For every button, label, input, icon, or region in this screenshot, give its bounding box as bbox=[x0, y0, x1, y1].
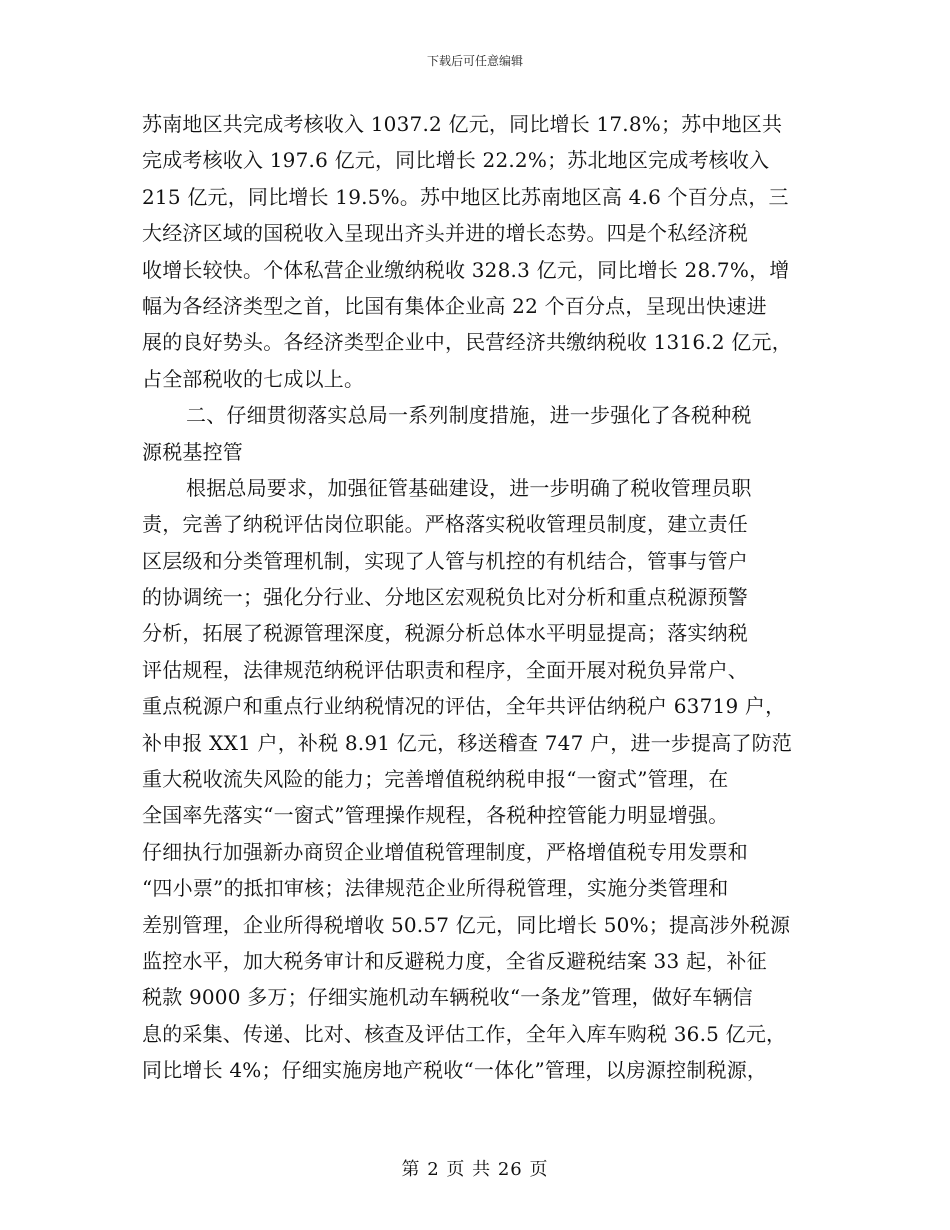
text-line: 责，完善了纳税评估岗位职能。严格落实税收管理员制度，建立责任 bbox=[142, 512, 748, 537]
page-header-note: 下载后可任意编辑 bbox=[426, 54, 523, 68]
text-line: 幅为各经济类型之首，比国有集体企业高 22 个百分点，呈现出快速进 bbox=[142, 293, 767, 318]
text-line: 重点税源户和重点行业纳税情况的评估，全年共评估纳税户 63719 户， bbox=[142, 694, 786, 719]
text-line: 收增长较快。个体私营企业缴纳税收 328.3 亿元，同比增长 28.7%，增 bbox=[142, 257, 790, 282]
text-line: 全国率先落实“一窗式”管理操作规程，各税种控管能力明显增强。 bbox=[142, 803, 729, 828]
text-line: 仔细执行加强新办商贸企业增值税管理制度，严格增值税专用发票和 bbox=[142, 839, 748, 864]
text-line: 大经济区域的国税收入呈现出齐头并进的增长态势。四是个私经济税 bbox=[142, 221, 748, 246]
text-line: 同比增长 4%；仔细实施房地产税收“一体化”管理，以房源控制税源， bbox=[142, 1058, 768, 1083]
text-line: 差别管理，企业所得税增收 50.57 亿元，同比增长 50%；提高涉外税源 bbox=[142, 912, 791, 937]
text-line: 重大税收流失风险的能力；完善增值税纳税申报“一窗式”管理，在 bbox=[142, 767, 729, 792]
text-line: “四小票”的抵扣审核；法律规范企业所得税管理，实施分类管理和 bbox=[142, 876, 729, 901]
text-line: 分析，拓展了税源管理深度，税源分析总体水平明显提高；落实纳税 bbox=[142, 621, 748, 646]
page-number-footer: 第 2 页 共 26 页 bbox=[401, 1159, 549, 1180]
text-line: 评估规程，法律规范纳税评估职责和程序，全面开展对税负异常户、 bbox=[142, 657, 748, 682]
text-line: 占全部税收的七成以上。 bbox=[142, 366, 365, 391]
text-line: 的协调统一；强化分行业、分地区宏观税负比对分析和重点税源预警 bbox=[142, 585, 748, 610]
text-line: 215 亿元，同比增长 19.5%。苏中地区比苏南地区高 4.6 个百分点，三 bbox=[142, 184, 789, 209]
text-line: 苏南地区共完成考核收入 1037.2 亿元，同比增长 17.8%；苏中地区共 bbox=[142, 112, 783, 136]
document-body bbox=[142, 106, 812, 1089]
section-heading: 二、仔细贯彻落实总局一系列制度措施，进一步强化了各税种税 bbox=[186, 403, 752, 428]
text-line: 监控水平，加大税务审计和反避税力度，全省反避税结案 33 起，补征 bbox=[142, 948, 767, 973]
text-line: 展的良好势头。各经济类型企业中，民营经济共缴纳税收 1316.2 亿元， bbox=[142, 330, 792, 355]
text-line: 区层级和分类管理机制，实现了人管与机控的有机结合，管事与管户 bbox=[142, 548, 748, 573]
text-line: 税款 9000 多万；仔细实施机动车辆税收“一条龙”管理，做好车辆信 bbox=[142, 985, 753, 1010]
section-heading-continued: 源税基控管 bbox=[142, 439, 243, 464]
text-line: 息的采集、传递、比对、核查及评估工作，全年入库车购税 36.5 亿元， bbox=[142, 1021, 787, 1046]
text-line: 完成考核收入 197.6 亿元，同比增长 22.2%；苏北地区完成考核收入 bbox=[142, 148, 770, 173]
text-line: 补申报 XX1 户，补税 8.91 亿元，移送稽查 747 户，进一步提高了防范 bbox=[142, 730, 793, 755]
paragraph-start: 根据总局要求，加强征管基础建设，进一步明确了税收管理员职 bbox=[186, 475, 752, 500]
